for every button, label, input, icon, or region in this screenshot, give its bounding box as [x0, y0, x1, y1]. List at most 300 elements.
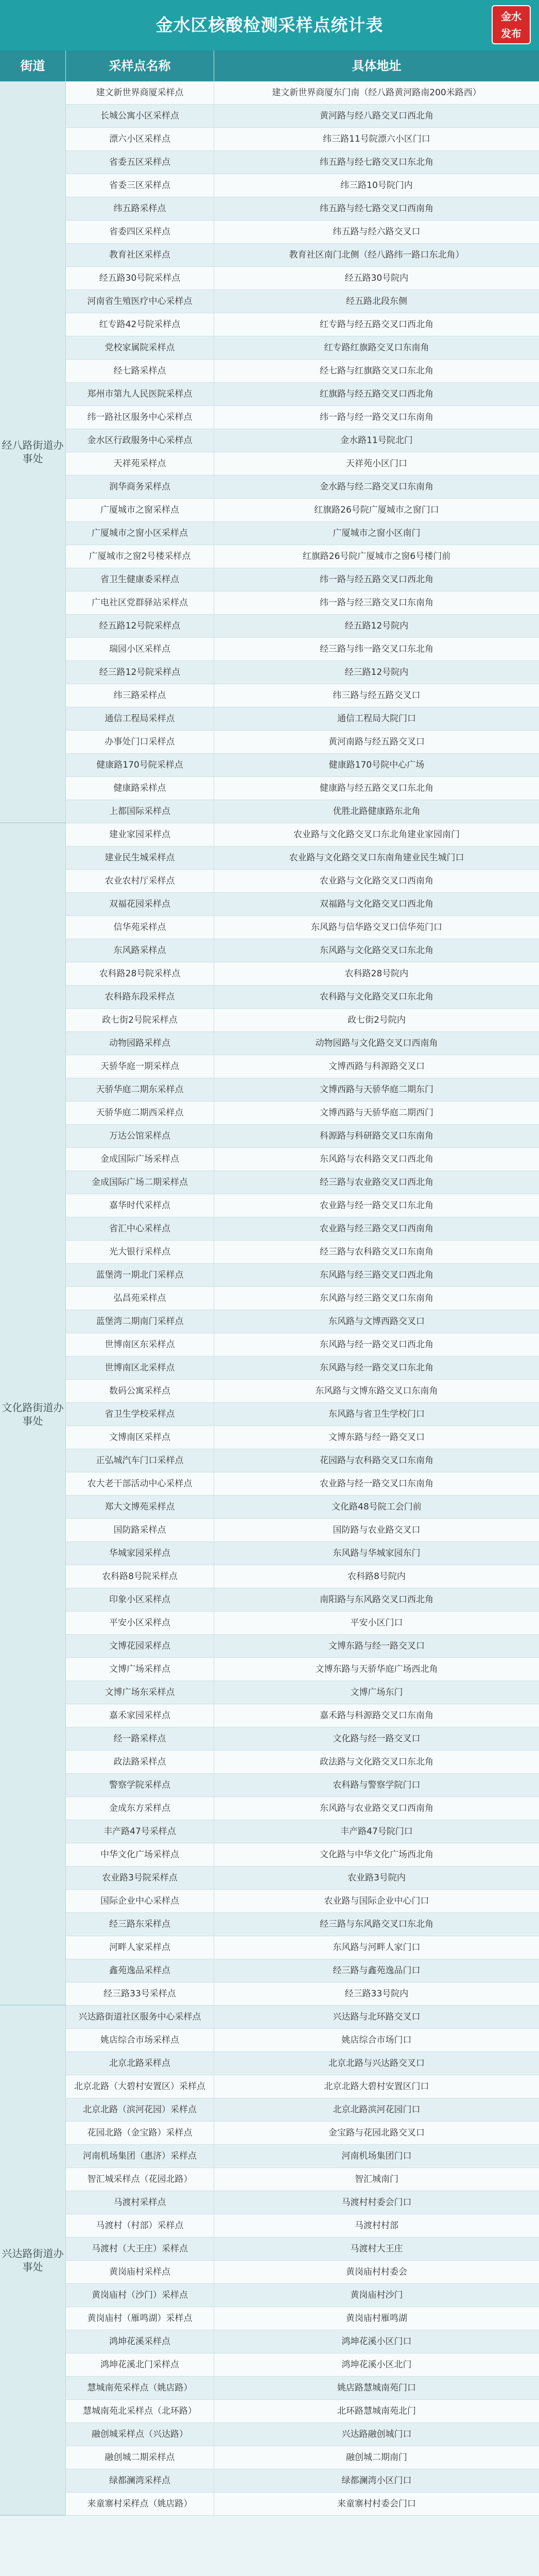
- address-cell: 动物园路与文化路交叉口西南角: [315, 1038, 438, 1048]
- site-name-cell: 天祥苑采样点: [66, 452, 214, 475]
- table-row: [66, 1194, 539, 1217]
- table-row: [66, 545, 539, 568]
- table-row: [66, 1890, 539, 1913]
- table-row: [66, 1588, 539, 1612]
- table-row: [66, 1333, 539, 1357]
- table-row: [66, 383, 539, 406]
- site-name-cell: 光大银行采样点: [66, 1241, 214, 1263]
- address-cell: 建文新世界商厦东门南（经八路黄河路南200米路西）: [272, 88, 481, 98]
- table-row: [66, 2098, 539, 2122]
- site-name-cell: 经三路33号采样点: [66, 1982, 214, 2005]
- table-row: [66, 313, 539, 336]
- site-name-cell: 纬一路社区服务中心采样点: [66, 406, 214, 429]
- address-cell: 农科路与警察学院门口: [333, 1780, 421, 1790]
- table-row: [66, 846, 539, 870]
- address-cell: 农业路3号院内: [347, 1873, 406, 1883]
- table-row: [66, 1287, 539, 1310]
- table-row: [66, 2006, 539, 2029]
- table-row: [66, 2330, 539, 2353]
- site-name-cell: 蓝堡湾一期北门采样点: [66, 1264, 214, 1286]
- table-row: [66, 151, 539, 174]
- address-cell: 黄岗庙村沙门: [350, 2290, 403, 2300]
- table-row: [66, 522, 539, 545]
- table-row: [66, 916, 539, 939]
- site-name-cell: 数码公寓采样点: [66, 1380, 214, 1402]
- address-cell: 东风路与文化路交叉口东北角: [320, 945, 433, 956]
- table-row: [66, 2122, 539, 2145]
- region-cell: 文化路街道办事处: [0, 823, 66, 2006]
- table-row: [66, 2469, 539, 2493]
- table-row: [66, 406, 539, 429]
- table-row: [66, 429, 539, 452]
- table-row: [66, 2423, 539, 2446]
- site-name-cell: 平安小区采样点: [66, 1612, 214, 1634]
- table-row: [66, 1380, 539, 1403]
- site-name-cell: 印象小区采样点: [66, 1588, 214, 1611]
- site-name-cell: 慧城南苑采样点（姚店路）: [66, 2377, 214, 2399]
- site-name-cell: 警察学院采样点: [66, 1774, 214, 1797]
- table-row: [66, 1496, 539, 1519]
- address-cell: 经五路30号院内: [344, 273, 409, 283]
- address-cell: 智汇城南门: [355, 2174, 398, 2184]
- site-name-cell: 鑫苑逸品采样点: [66, 1959, 214, 1982]
- table-row: [66, 2377, 539, 2400]
- site-name-cell: 东风路采样点: [66, 939, 214, 962]
- site-name-cell: 国际企业中心采样点: [66, 1890, 214, 1912]
- site-name-cell: 农大老干部活动中心采样点: [66, 1472, 214, 1495]
- site-name-cell: 经三路12号院采样点: [66, 661, 214, 684]
- address-cell: 经三路33号院内: [344, 1989, 409, 1999]
- site-name-cell: 政法路采样点: [66, 1751, 214, 1773]
- site-name-cell: 嘉禾家园采样点: [66, 1704, 214, 1727]
- table-row: [66, 2284, 539, 2307]
- site-name-cell: 天骄华庭二期西采样点: [66, 1101, 214, 1124]
- logo-line-2: 发布: [501, 27, 521, 40]
- table-row: [66, 1264, 539, 1287]
- site-name-cell: 黄岗庙村（雁鸣湖）采样点: [66, 2307, 214, 2330]
- address-cell: 经三路12号院内: [344, 667, 409, 677]
- site-name-cell: 世博南区东采样点: [66, 1333, 214, 1356]
- address-cell: 丰产路47号院门口: [340, 1826, 413, 1837]
- address-cell: 黄河南路与经五路交叉口: [328, 737, 425, 747]
- site-name-cell: 红专路42号院采样点: [66, 313, 214, 336]
- site-name-cell: 省汇中心采样点: [66, 1217, 214, 1240]
- table-row: [66, 1727, 539, 1751]
- address-cell: 农业路与经一路交叉口东南角: [320, 1479, 433, 1489]
- address-cell: 鸿坤花溪小区北门: [341, 2360, 412, 2370]
- address-cell: 黄岗庙村雁鸣湖: [346, 2313, 407, 2324]
- table-row: [66, 2261, 539, 2284]
- address-cell: 嘉禾路与科源路交叉口东南角: [320, 1710, 433, 1721]
- table-row: [66, 1171, 539, 1194]
- site-name-cell: 建业家园采样点: [66, 823, 214, 846]
- site-name-cell: 河畔人家采样点: [66, 1936, 214, 1959]
- table-row: [66, 939, 539, 962]
- address-cell: 经三路与鑫苑逸品门口: [333, 1965, 421, 1976]
- table-row: [66, 1055, 539, 1078]
- address-cell: 纬五路与经六路交叉口: [333, 227, 421, 237]
- address-cell: 农业路与经一路交叉口东北角: [320, 1200, 433, 1211]
- table-row: [66, 1751, 539, 1774]
- address-cell: 农科路与文化路交叉口东北角: [320, 992, 433, 1002]
- table-row: [66, 800, 539, 823]
- site-name-cell: 瑞园小区采样点: [66, 638, 214, 660]
- address-cell: 农业路与经三路交叉口西南角: [320, 1224, 433, 1234]
- table-row: [66, 267, 539, 290]
- address-cell: 东风路与经一路交叉口东北角: [320, 1363, 433, 1373]
- site-name-cell: 河南机场集团（惠济）采样点: [66, 2145, 214, 2167]
- site-name-cell: 北京北路（大碧村安置区）采样点: [66, 2075, 214, 2098]
- address-cell: 红专路红旗路交叉口东南角: [324, 343, 429, 353]
- table-row: [66, 499, 539, 522]
- site-name-cell: 健康路采样点: [66, 777, 214, 800]
- site-name-cell: 农科路8号院采样点: [66, 1565, 214, 1588]
- address-cell: 文化路与中华文化广场西北角: [320, 1850, 433, 1860]
- address-cell: 纬五路与经七路交叉口西南角: [320, 204, 433, 214]
- site-name-cell: 天骄华庭一期采样点: [66, 1055, 214, 1078]
- address-cell: 平安小区门口: [350, 1618, 403, 1628]
- address-cell: 文博东路与经一路交叉口: [328, 1432, 425, 1443]
- table-row: [66, 1565, 539, 1588]
- site-name-cell: 经七路采样点: [66, 360, 214, 382]
- address-cell: 金宝路与花园北路交叉口: [328, 2128, 425, 2138]
- site-name-cell: 纬五路采样点: [66, 197, 214, 220]
- address-cell: 文化路48号院工会门前: [332, 1502, 422, 1512]
- site-name-cell: 郑州市第九人民医院采样点: [66, 383, 214, 405]
- jinshui-release-logo: [492, 5, 531, 44]
- site-name-cell: 姚店综合市场采样点: [66, 2029, 214, 2052]
- address-cell: 纬三路11号院漂六小区门口: [323, 134, 430, 144]
- table-row: [66, 1472, 539, 1496]
- site-name-cell: 广电社区党群驿站采样点: [66, 591, 214, 614]
- site-name-cell: 省卫生健康委采样点: [66, 568, 214, 591]
- table-row: [66, 1843, 539, 1867]
- site-name-cell: 省委四区采样点: [66, 221, 214, 243]
- table-row: [66, 2168, 539, 2191]
- address-cell: 文博西路与天骄华庭二期西门: [320, 1108, 433, 1118]
- site-name-cell: 文博花园采样点: [66, 1635, 214, 1657]
- address-cell: 马渡村村委会门口: [341, 2197, 412, 2208]
- table-row: [66, 638, 539, 661]
- site-name-cell: 建文新世界商厦采样点: [66, 81, 214, 104]
- address-cell: 来童寨村村委会门口: [337, 2499, 416, 2509]
- address-cell: 经三路与东风路交叉口东北角: [320, 1919, 433, 1929]
- site-name-cell: 纬三路采样点: [66, 684, 214, 707]
- address-cell: 北京北路大碧村安置区门口: [324, 2081, 429, 2092]
- address-cell: 马渡村村部: [355, 2221, 398, 2231]
- table-row: [66, 2145, 539, 2168]
- address-cell: 国防路与农业路交叉口: [333, 1525, 421, 1535]
- address-cell: 东风路与华城家园东门: [333, 1548, 421, 1558]
- site-name-cell: 润华商务采样点: [66, 476, 214, 498]
- site-name-cell: 嘉华时代采样点: [66, 1194, 214, 1217]
- table-row: [66, 244, 539, 267]
- site-name-cell: 蓝堡湾二期南门采样点: [66, 1310, 214, 1333]
- table-row: [66, 731, 539, 754]
- table-row: [66, 1936, 539, 1959]
- address-cell: 纬一路与经一路交叉口东南角: [320, 412, 433, 422]
- address-cell: 南阳路与东风路交叉口西北角: [320, 1595, 433, 1605]
- site-name-cell: 经三路东采样点: [66, 1913, 214, 1936]
- site-name-cell: 农科路东段采样点: [66, 986, 214, 1008]
- site-name-cell: 来童寨村采样点（姚店路）: [66, 2493, 214, 2515]
- site-name-cell: 国防路采样点: [66, 1519, 214, 1541]
- table-row: [66, 221, 539, 244]
- site-name-cell: 金成国际广场二期采样点: [66, 1171, 214, 1194]
- site-name-cell: 华城家园采样点: [66, 1542, 214, 1565]
- table-row: [66, 2029, 539, 2052]
- site-name-cell: 办事处门口采样点: [66, 731, 214, 753]
- site-name-cell: 郑大文博苑采样点: [66, 1496, 214, 1518]
- table-row: [66, 893, 539, 916]
- address-cell: 北京北路滨河花园门口: [333, 2105, 421, 2115]
- site-name-cell: 双福花园采样点: [66, 893, 214, 916]
- table-row: [66, 568, 539, 591]
- site-name-cell: 金水区行政服务中心采样点: [66, 429, 214, 452]
- table-row: [66, 174, 539, 197]
- address-cell: 经三路与纬一路交叉口东北角: [320, 644, 433, 654]
- address-cell: 纬一路与经五路交叉口西北角: [320, 574, 433, 585]
- address-cell: 东风路与信华路交叉口信华苑门口: [311, 922, 442, 933]
- table-row: [66, 1009, 539, 1032]
- table-row: [66, 360, 539, 383]
- table-row: [66, 1704, 539, 1727]
- column-header-region: 街道: [0, 50, 66, 81]
- address-cell: 农业路与文化路交叉口东北角建业家园南门: [293, 829, 460, 840]
- address-cell: 政七街2号院内: [347, 1015, 406, 1025]
- site-name-cell: 广厦城市之窗采样点: [66, 499, 214, 521]
- address-cell: 优胜北路健康路东北角: [333, 806, 421, 817]
- table-row: [66, 1519, 539, 1542]
- table-row: [66, 754, 539, 777]
- table-row: [66, 1959, 539, 1982]
- table-row: [66, 336, 539, 360]
- address-cell: 姚店路慧城南苑门口: [337, 2383, 416, 2393]
- site-name-cell: 教育社区采样点: [66, 244, 214, 266]
- address-cell: 经七路与红旗路交叉口东北角: [320, 366, 433, 376]
- address-cell: 经五路12号院内: [344, 621, 409, 631]
- address-cell: 健康路170号院中心广场: [328, 760, 425, 770]
- table-row: [66, 2214, 539, 2238]
- address-cell: 北环路慧城南苑北门: [337, 2406, 416, 2416]
- site-name-cell: 文博广场东采样点: [66, 1681, 214, 1704]
- address-cell: 兴达路与北环路交叉口: [333, 2012, 421, 2022]
- page-title: 金水区核酸检测采样点统计表: [155, 15, 384, 35]
- table-row: [66, 2238, 539, 2261]
- site-name-cell: 金成东方采样点: [66, 1797, 214, 1820]
- site-name-cell: 广厦城市之窗2号楼采样点: [66, 545, 214, 568]
- address-cell: 姚店综合市场门口: [341, 2035, 412, 2045]
- site-name-cell: 马渡村（村部）采样点: [66, 2214, 214, 2237]
- address-cell: 兴达路融创城门口: [341, 2429, 412, 2439]
- table-row: [66, 1542, 539, 1565]
- site-name-cell: 马渡村采样点: [66, 2191, 214, 2214]
- address-cell: 鸿坤花溪小区门口: [341, 2336, 412, 2347]
- site-name-cell: 信华苑采样点: [66, 916, 214, 939]
- table-row: [66, 1148, 539, 1171]
- address-cell: 科源路与科研路交叉口东南角: [320, 1131, 433, 1141]
- address-cell: 绿都澜湾小区门口: [341, 2476, 412, 2486]
- address-cell: 东风路与经三路交叉口西北角: [320, 1270, 433, 1280]
- address-cell: 农业路与国际企业中心门口: [324, 1896, 429, 1906]
- address-cell: 红旗路与经五路交叉口西北角: [320, 389, 433, 399]
- table-row: [66, 661, 539, 684]
- address-cell: 农科路8号院内: [347, 1571, 406, 1582]
- address-cell: 纬五路与经七路交叉口东北角: [320, 157, 433, 167]
- address-cell: 东风路与文博东路交叉口东南角: [315, 1386, 438, 1396]
- site-name-cell: 花园北路（金宝路）采样点: [66, 2122, 214, 2144]
- site-name-cell: 漂六小区采样点: [66, 128, 214, 150]
- address-cell: 马渡村大王庄: [350, 2244, 403, 2254]
- logo-line-1: 金水: [501, 10, 521, 23]
- table-row: [66, 986, 539, 1009]
- address-cell: 红专路与经五路交叉口西北角: [320, 319, 433, 330]
- site-name-cell: 鸿坤花溪采样点: [66, 2330, 214, 2353]
- address-cell: 东风路与河畔人家门口: [333, 1942, 421, 1953]
- table-row: [66, 707, 539, 731]
- site-name-cell: 绿都澜湾采样点: [66, 2469, 214, 2492]
- site-name-cell: 万达公馆采样点: [66, 1125, 214, 1147]
- site-name-cell: 河南省生殖医疗中心采样点: [66, 290, 214, 313]
- site-name-cell: 党校家属院采样点: [66, 336, 214, 359]
- site-name-cell: 兴达路街道社区服务中心采样点: [66, 2006, 214, 2028]
- address-cell: 东风路与省卫生学校门口: [328, 1409, 425, 1419]
- table-row: [66, 777, 539, 800]
- table-row: [66, 1612, 539, 1635]
- site-name-cell: 经五路12号院采样点: [66, 615, 214, 637]
- table-row: [66, 1078, 539, 1101]
- site-name-cell: 通信工程局采样点: [66, 707, 214, 730]
- address-cell: 金水路11号院北门: [340, 435, 413, 446]
- table-row: [66, 2052, 539, 2075]
- site-name-cell: 文博广场采样点: [66, 1658, 214, 1681]
- address-cell: 纬三路与经五路交叉口: [333, 690, 421, 701]
- table-row: [66, 684, 539, 707]
- address-cell: 文化路与经一路交叉口: [333, 1734, 421, 1744]
- site-name-cell: 正弘城汽车门口采样点: [66, 1449, 214, 1472]
- table-row: [66, 1357, 539, 1380]
- column-header-address: 具体地址: [214, 50, 539, 81]
- site-name-cell: 融创城二期采样点: [66, 2446, 214, 2469]
- address-cell: 通信工程局大院门口: [337, 714, 416, 724]
- site-name-cell: 弘昌苑采样点: [66, 1287, 214, 1310]
- site-name-cell: 北京北路采样点: [66, 2052, 214, 2075]
- table-row: [66, 1658, 539, 1681]
- site-name-cell: 广厦城市之窗小区采样点: [66, 522, 214, 545]
- table-row: [66, 591, 539, 615]
- site-name-cell: 政七街2号院采样点: [66, 1009, 214, 1031]
- table-row: [66, 1217, 539, 1241]
- address-cell: 经三路与农科路交叉口东南角: [320, 1247, 433, 1257]
- address-cell: 黄岗庙村村委会: [346, 2267, 407, 2277]
- table-row: [66, 476, 539, 499]
- table-row: [66, 1982, 539, 2006]
- site-name-cell: 金成国际广场采样点: [66, 1148, 214, 1171]
- site-name-cell: 上都国际采样点: [66, 800, 214, 823]
- address-cell: 文博西路与天骄华庭二期东门: [320, 1084, 433, 1095]
- site-name-cell: 鸿坤花溪北门采样点: [66, 2353, 214, 2376]
- address-cell: 河南机场集团门口: [341, 2151, 412, 2161]
- table-row: [66, 128, 539, 151]
- site-name-cell: 丰产路47号采样点: [66, 1820, 214, 1843]
- site-name-cell: 马渡村（大王庄）采样点: [66, 2238, 214, 2260]
- address-cell: 经三路与农业路交叉口西北角: [320, 1177, 433, 1188]
- site-name-cell: 经一路采样点: [66, 1727, 214, 1750]
- site-name-cell: 世博南区北采样点: [66, 1357, 214, 1379]
- table-row: [66, 2075, 539, 2098]
- region-cell: 兴达路街道办事处: [0, 2006, 66, 2516]
- address-cell: 经五路北段东侧: [346, 296, 407, 307]
- site-name-cell: 省委三区采样点: [66, 174, 214, 197]
- site-name-cell: 融创城采样点（兴达路）: [66, 2423, 214, 2446]
- table-row: [66, 1032, 539, 1055]
- table-row: [66, 2353, 539, 2377]
- address-cell: 农业路与文化路交叉口西南角: [320, 876, 433, 886]
- table-row: [66, 1310, 539, 1333]
- address-cell: 纬三路10号院门内: [340, 180, 413, 191]
- site-name-cell: 动物园路采样点: [66, 1032, 214, 1055]
- table-row: [66, 1101, 539, 1125]
- site-name-cell: 农科路28号院采样点: [66, 962, 214, 985]
- table-row: [66, 1820, 539, 1843]
- site-name-cell: 长城公寓小区采样点: [66, 105, 214, 127]
- address-cell: 文博东路与经一路交叉口: [328, 1641, 425, 1651]
- address-cell: 金水路与经二路交叉口东南角: [320, 482, 433, 492]
- address-cell: 红旗路26号院广厦城市之窗门口: [314, 505, 439, 515]
- table-row: [66, 1403, 539, 1426]
- site-name-cell: 天骄华庭二期东采样点: [66, 1078, 214, 1101]
- table-row: [66, 2307, 539, 2330]
- site-name-cell: 慧城南苑北采样点（北环路）: [66, 2400, 214, 2422]
- site-name-cell: 智汇城采样点（花园北路）: [66, 2168, 214, 2191]
- site-name-cell: 省卫生学校采样点: [66, 1403, 214, 1426]
- table-row: [66, 962, 539, 986]
- site-name-cell: 农业路3号院采样点: [66, 1867, 214, 1889]
- table-row: [66, 452, 539, 476]
- table-row: [66, 1241, 539, 1264]
- address-cell: 东风路与经三路交叉口东南角: [320, 1293, 433, 1303]
- address-cell: 文博西路与科源路交叉口: [328, 1061, 425, 1072]
- table-row: [66, 1913, 539, 1936]
- address-cell: 东风路与农科路交叉口西北角: [320, 1154, 433, 1164]
- address-cell: 农业路与文化路交叉口东南角建业民生城门口: [289, 853, 464, 863]
- table-row: [66, 2446, 539, 2469]
- address-cell: 双福路与文化路交叉口西北角: [320, 899, 433, 909]
- site-name-cell: 经五路30号院采样点: [66, 267, 214, 290]
- site-name-cell: 黄岗庙村（沙门）采样点: [66, 2284, 214, 2307]
- address-cell: 纬一路与经三路交叉口东南角: [320, 598, 433, 608]
- table-row: [66, 2191, 539, 2214]
- address-cell: 天祥苑小区门口: [346, 459, 407, 469]
- page-header: [0, 0, 539, 50]
- address-cell: 北京北路与兴达路交叉口: [328, 2058, 425, 2069]
- address-cell: 东风路与农业路交叉口西南角: [320, 1803, 433, 1814]
- address-cell: 广厦城市之窗小区南门: [333, 528, 421, 538]
- table-row: [66, 105, 539, 128]
- table-row: [66, 290, 539, 313]
- table-row: [66, 1774, 539, 1797]
- table-row: [66, 1867, 539, 1890]
- address-cell: 红旗路26号院广厦城市之窗6号楼门前: [302, 551, 451, 562]
- site-name-cell: 建业民生城采样点: [66, 846, 214, 869]
- site-name-cell: 省委五区采样点: [66, 151, 214, 174]
- table-row: [66, 870, 539, 893]
- address-cell: 东风路与经一路交叉口西北角: [320, 1340, 433, 1350]
- table-row: [66, 1681, 539, 1704]
- site-name-cell: 北京北路（滨河花园）采样点: [66, 2098, 214, 2121]
- table-row: [66, 1449, 539, 1472]
- table-row: [66, 615, 539, 638]
